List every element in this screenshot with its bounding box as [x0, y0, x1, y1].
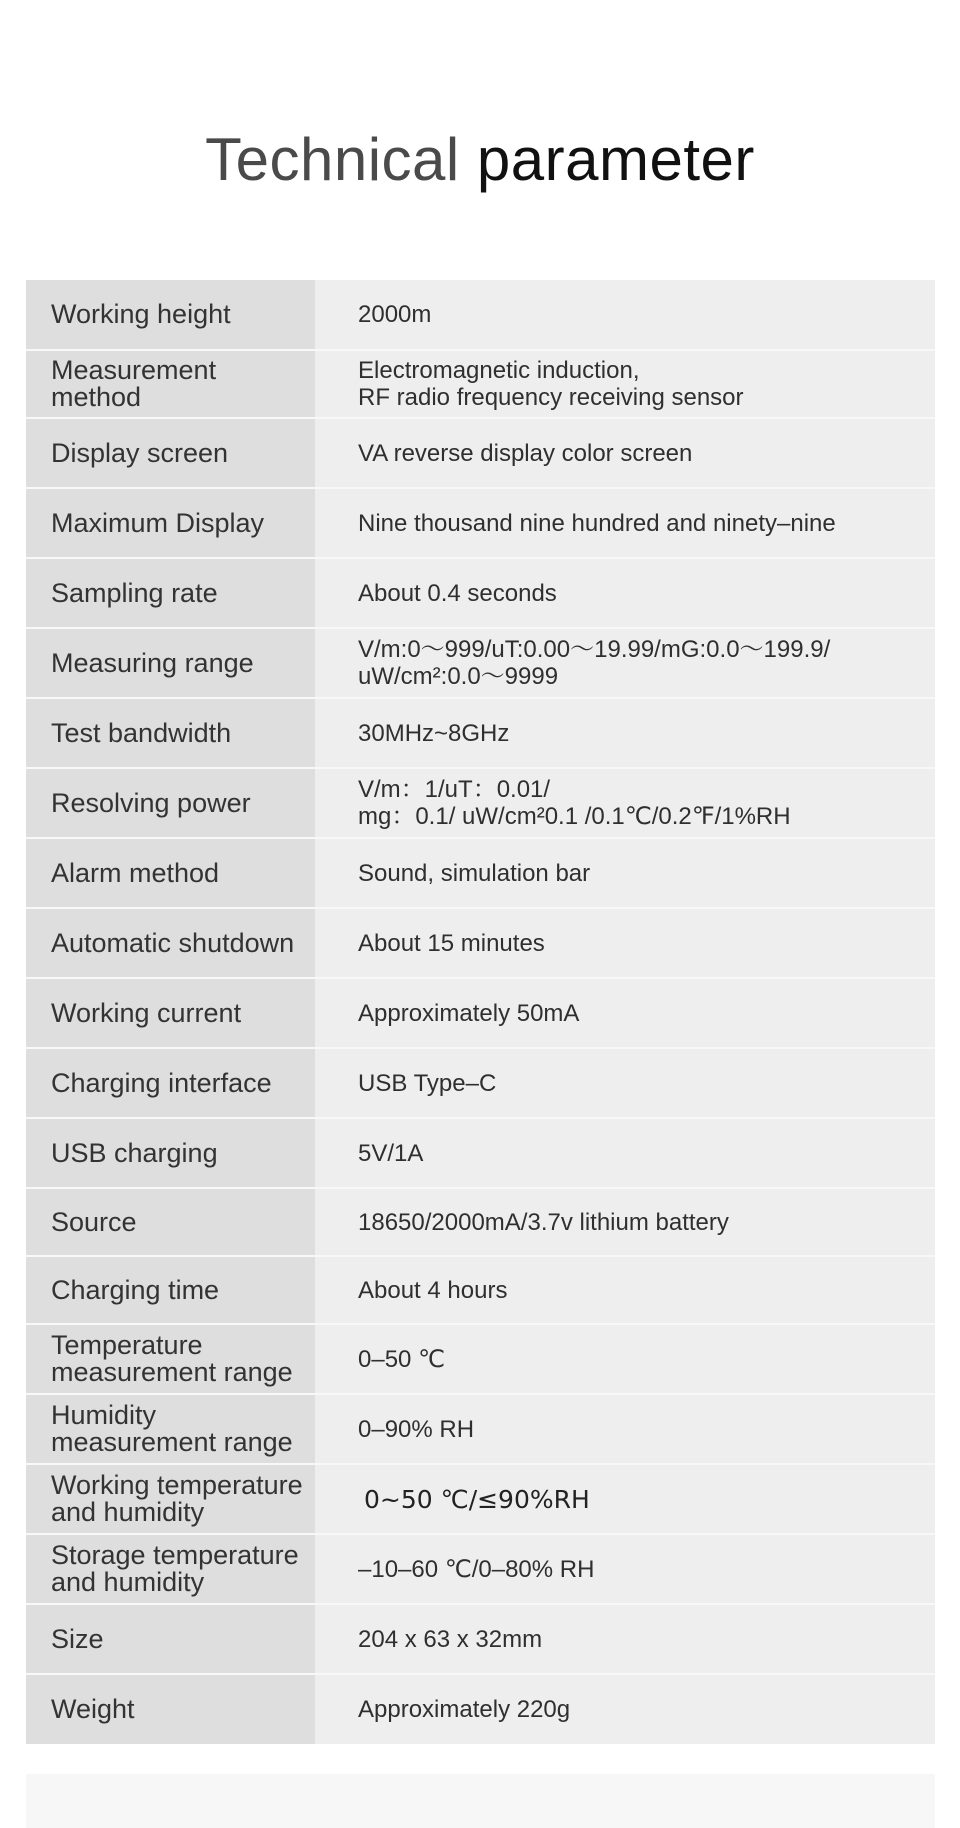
spec-row-sampling-rate: [26, 558, 935, 628]
spec-value: Approximately 220g: [358, 1696, 571, 1723]
spec-row-charging-time: [26, 1256, 935, 1324]
spec-label-cell: [26, 1534, 315, 1604]
spec-row-working-current: [26, 978, 935, 1048]
spec-row-working-height: [26, 280, 935, 350]
spec-label-cell: [26, 1394, 315, 1464]
spec-value-cell: [315, 1464, 935, 1534]
spec-row-test-bandwidth: [26, 698, 935, 768]
spec-value-cell: [315, 1534, 935, 1604]
spec-label-cell: [26, 558, 315, 628]
page-title-part-2: parameter: [476, 126, 755, 193]
spec-label: Charging interface: [51, 1067, 272, 1098]
spec-row-alarm-method: [26, 838, 935, 908]
spec-value: Approximately 50mA: [358, 999, 580, 1027]
spec-value: VA reverse display color screen: [358, 439, 693, 467]
spec-value: 0–90% RH: [358, 1415, 475, 1443]
spec-label: Maximum Display: [51, 507, 265, 538]
spec-row-storage-temperature-humidity: [26, 1534, 935, 1604]
spec-label-cell: [26, 350, 315, 418]
spec-label: Automatic shutdown: [51, 927, 295, 958]
spec-value: 0~50 ℃/≤90%RH: [364, 1484, 590, 1514]
spec-value-cell: [315, 1394, 935, 1464]
spec-label-cell: [26, 768, 315, 838]
spec-value-cell: [315, 908, 935, 978]
spec-label-cell: [26, 1188, 315, 1256]
spec-label: Size: [51, 1623, 104, 1654]
spec-value-cell: [315, 350, 935, 418]
spec-label-cell: [26, 418, 315, 488]
spec-table: [26, 280, 935, 1744]
spec-label: Measurement method: [51, 355, 217, 412]
spec-label: Test bandwidth: [51, 717, 232, 748]
spec-value-cell: [315, 1674, 935, 1744]
spec-value-cell: [315, 698, 935, 768]
spec-label: Working current: [51, 997, 242, 1028]
bottom-band: [26, 1774, 935, 1828]
spec-label-cell: [26, 628, 315, 698]
spec-label-cell: [26, 1324, 315, 1394]
spec-row-maximum-display: [26, 488, 935, 558]
spec-row-resolving-power: [26, 768, 935, 838]
spec-label: Working temperature and humidity: [51, 1470, 303, 1527]
spec-label-cell: [26, 838, 315, 908]
spec-value-cell: [315, 280, 935, 350]
spec-row-weight: [26, 1674, 935, 1744]
spec-row-usb-charging: [26, 1118, 935, 1188]
spec-label-cell: [26, 698, 315, 768]
spec-value-cell: [315, 488, 935, 558]
spec-label: USB charging: [51, 1137, 218, 1168]
spec-value-cell: [315, 978, 935, 1048]
spec-value: 0–50 ℃: [358, 1345, 446, 1373]
spec-label-cell: [26, 1256, 315, 1324]
spec-value: V/m：1/uT：0.01/ mg：0.1/ uW/cm²0.1 /0.1℃/0.2℉/1%RH: [358, 776, 791, 830]
spec-value: About 0.4 seconds: [358, 579, 557, 607]
page-title-part-1: Technical: [205, 126, 460, 193]
spec-value: Electromagnetic induction, RF radio frequency receiving sensor: [358, 357, 744, 411]
spec-row-measuring-range: [26, 628, 935, 698]
page-title: [0, 124, 960, 196]
spec-value-cell: [315, 558, 935, 628]
spec-value-cell: [315, 1188, 935, 1256]
spec-value: V/m:0～999/uT:0.00～19.99/mG:0.0～199.9/ uW/cm²:0.0～9999: [358, 636, 831, 690]
spec-label: Sampling rate: [51, 577, 218, 608]
spec-label-cell: [26, 978, 315, 1048]
spec-row-source: [26, 1188, 935, 1256]
spec-value-cell: [315, 768, 935, 838]
spec-row-size: [26, 1604, 935, 1674]
spec-row-measurement-method: [26, 350, 935, 418]
spec-value-cell: [315, 1324, 935, 1394]
spec-value: 2000m: [358, 301, 432, 328]
spec-row-temperature-measurement-range: [26, 1324, 935, 1394]
spec-label-cell: [26, 1048, 315, 1118]
spec-value: –10–60 ℃/0–80% RH: [358, 1555, 595, 1583]
spec-label-cell: [26, 1604, 315, 1674]
spec-label-cell: [26, 1118, 315, 1188]
spec-row-display-screen: [26, 418, 935, 488]
spec-value: 18650/2000mA/3.7v lithium battery: [358, 1208, 729, 1236]
spec-value: USB Type–C: [358, 1069, 497, 1097]
spec-label: Weight: [51, 1694, 135, 1724]
spec-label-cell: [26, 280, 315, 350]
spec-row-humidity-measurement-range: [26, 1394, 935, 1464]
spec-label: Measuring range: [51, 647, 254, 678]
spec-label-cell: [26, 488, 315, 558]
spec-value-cell: [315, 1118, 935, 1188]
spec-label: Storage temperature and humidity: [51, 1540, 299, 1597]
spec-label: Charging time: [51, 1274, 220, 1305]
spec-row-working-temperature-humidity: [26, 1464, 935, 1534]
spec-value-cell: [315, 1048, 935, 1118]
spec-label: Source: [51, 1206, 137, 1237]
spec-value-cell: [315, 1256, 935, 1324]
spec-value: Sound, simulation bar: [358, 859, 591, 887]
spec-label-cell: [26, 908, 315, 978]
spec-label: Working height: [51, 299, 231, 329]
spec-value: 204 x 63 x 32mm: [358, 1625, 543, 1653]
spec-label: Display screen: [51, 437, 229, 468]
spec-value-cell: [315, 1604, 935, 1674]
spec-value: About 15 minutes: [358, 929, 545, 957]
spec-value-cell: [315, 418, 935, 488]
spec-row-charging-interface: [26, 1048, 935, 1118]
spec-value: Nine thousand nine hundred and ninety–nine: [358, 509, 836, 537]
spec-value: 30MHz~8GHz: [358, 719, 510, 747]
spec-value: About 4 hours: [358, 1276, 508, 1304]
spec-label: Alarm method: [51, 857, 220, 888]
spec-label: Humidity measurement range: [51, 1400, 293, 1457]
spec-value: 5V/1A: [358, 1139, 424, 1167]
spec-value-cell: [315, 838, 935, 908]
spec-row-automatic-shutdown: [26, 908, 935, 978]
spec-label-cell: [26, 1674, 315, 1744]
spec-value-cell: [315, 628, 935, 698]
spec-label: Resolving power: [51, 787, 251, 818]
spec-label-cell: [26, 1464, 315, 1534]
spec-label: Temperature measurement range: [51, 1330, 293, 1387]
